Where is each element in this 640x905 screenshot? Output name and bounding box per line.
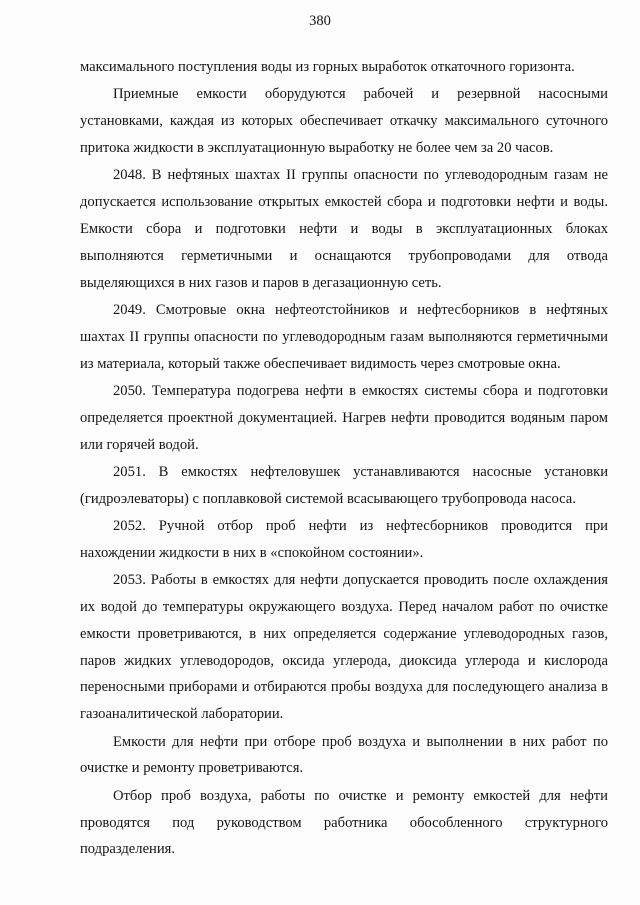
paragraph-2049: 2049. Смотровые окна нефтеотстойников и нефтесборников в нефтяных шахтах II группы опасности по углеводородным газам выполняются герметичными из материала, который также обеспечивает видимость через смотровые окна. bbox=[80, 301, 608, 372]
paragraph-supervision: Отбор проб воздуха, работы по очистке и ремонту емкостей для нефти проводятся под руководством работника обособленного структурного подразделения. bbox=[80, 787, 608, 858]
paragraph-2051: 2051. В емкостях нефтеловушек устанавливаются насосные установки (гидроэлеваторы) с поплавковой системой всасывающего трубопровода насоса. bbox=[80, 463, 608, 507]
page-number: 380 bbox=[309, 13, 331, 29]
paragraph-2053: 2053. Работы в емкостях для нефти допускается проводить после охлаждения их водой до температуры окружающего воздуха. Перед началом работ по очистке емкости проветриваются, в них определяется содержание углеводородных газов, паров жидких углеводородов, оксида углерода, диоксида углерода и кислорода переносными приборами и отбираются пробы воздуха для последующего анализа в газоаналитической лаборатории. bbox=[80, 572, 608, 723]
paragraph-continuation: максимального поступления воды из горных выработок откаточного горизонта. bbox=[80, 59, 575, 75]
paragraph-2050: 2050. Температура подогрева нефти в емкостях системы сбора и подготовки определяется проектной документацией. Нагрев нефти проводится водяным паром или горячей водой. bbox=[80, 382, 608, 453]
paragraph-receiving-tanks: Приемные емкости оборудуются рабочей и резервной насосными установками, каждая из которых обеспечивает откачку максимального суточного притока жидкости в эксплуатационную выработку не более чем за 20 часов. bbox=[80, 86, 608, 156]
paragraph-2052: 2052. Ручной отбор проб нефти из нефтесборников проводится при нахождении жидкости в них в «спокойном состоянии». bbox=[80, 518, 608, 561]
paragraph-ventilation: Емкости для нефти при отборе проб воздуха и выполнении в них работ по очистке и ремонту проветриваются. bbox=[80, 733, 608, 777]
document-body bbox=[80, 54, 608, 863]
paragraph-2048: 2048. В нефтяных шахтах II группы опасности по углеводородным газам не допускается использование открытых емкостей сбора и подготовки нефти и воды. Емкости сбора и подготовки нефти и воды в эксплуатационных блоках выполняются герметичными и оснащаются трубопроводами для отвода выделяющихся в них газов и паров в дегазационную сеть. bbox=[80, 167, 608, 291]
